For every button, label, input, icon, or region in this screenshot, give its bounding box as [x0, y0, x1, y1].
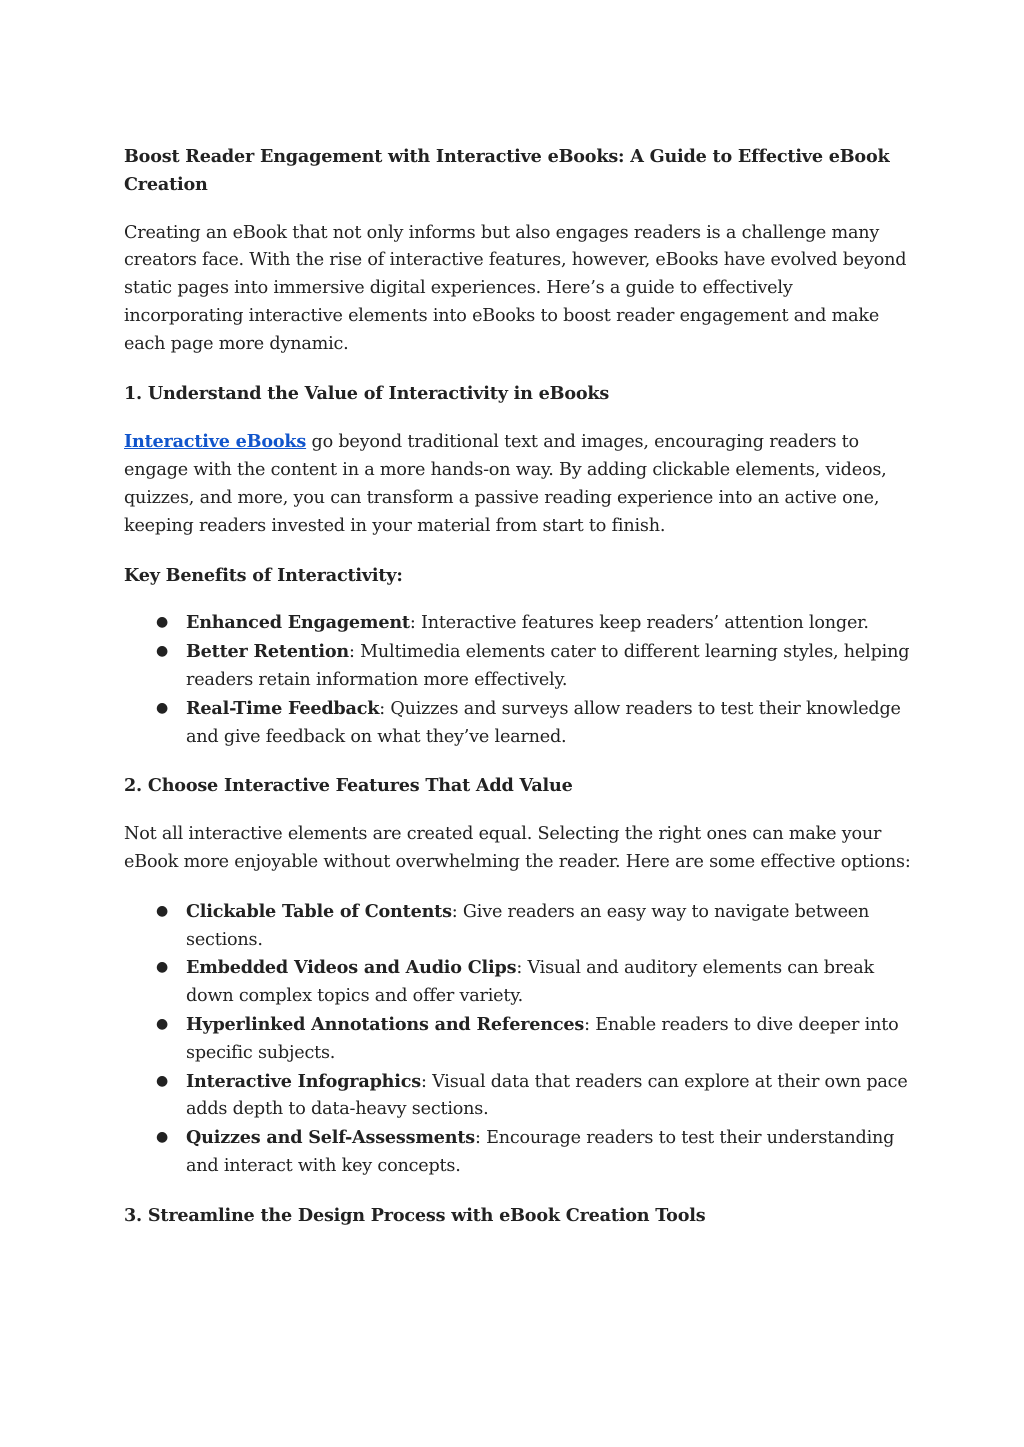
list-item-term: Clickable Table of Contents	[186, 900, 452, 922]
bullet-icon: ●	[156, 959, 169, 976]
list-item	[124, 954, 914, 1011]
intro-paragraph: Creating an eBook that not only informs but also engages readers is a challenge many creators face. With the rise of interactive features, however, eBooks have evolved beyond static pages into immersive digital experiences. Here’s a guide to effectively incorporating interactive elements into eBooks to boost reader engagement and make each page more dynamic.	[124, 222, 907, 354]
list-item-term: Enhanced Engagement	[186, 612, 410, 634]
list-item	[124, 695, 914, 752]
list-item-term: Interactive Infographics	[186, 1070, 421, 1092]
list-item-desc: : Enable readers to dive deeper into specific subjects.	[186, 1014, 899, 1063]
key-benefits-subheading: Key Benefits of Interactivity:	[124, 564, 403, 586]
benefits-list	[124, 609, 914, 751]
list-item	[124, 1068, 914, 1125]
list-item-term: Quizzes and Self-Assessments	[186, 1127, 475, 1149]
list-item	[124, 609, 914, 638]
list-item-desc: : Visual data that readers can explore at their own pace adds depth to data-heavy sections.	[186, 1071, 908, 1120]
document-page	[124, 143, 914, 1251]
bullet-icon: ●	[156, 1015, 169, 1032]
list-item-term: Real-Time Feedback	[186, 697, 380, 719]
list-item	[124, 1011, 914, 1068]
list-item-desc: : Give readers an easy way to navigate between sections.	[186, 901, 870, 950]
list-item-desc: : Interactive features keep readers’ attention longer.	[409, 613, 869, 634]
bullet-icon: ●	[156, 699, 169, 716]
list-item-desc: : Encourage readers to test their understanding and interact with key concepts.	[186, 1128, 895, 1176]
list-item-term: Hyperlinked Annotations and References	[186, 1013, 585, 1035]
list-item	[124, 1124, 914, 1181]
list-item	[124, 898, 914, 955]
list-item-term: Better Retention	[186, 641, 349, 663]
interactive-ebooks-link[interactable]: Interactive eBooks	[124, 431, 307, 453]
list-item-term: Embedded Videos and Audio Clips	[186, 957, 517, 979]
list-item-desc: : Quizzes and surveys allow readers to test their knowledge and give feedback on what they’ve learned.	[186, 698, 901, 747]
section-1-paragraph-text: go beyond traditional text and images, encouraging readers to engage with the content in a more hands-on way. By adding clickable elements, videos, quizzes, and more, you can transform a passive reading experience into an active one, keeping readers invested in your material from start to finish.	[124, 432, 887, 536]
bullet-icon: ●	[156, 643, 169, 660]
features-list	[124, 898, 914, 1181]
bullet-icon: ●	[156, 614, 169, 631]
section-3-heading: 3. Streamline the Design Process with eBook Creation Tools	[124, 1204, 706, 1226]
list-item-desc: : Multimedia elements cater to different learning styles, helping readers retain information more effectively.	[186, 642, 910, 690]
section-1-heading: 1. Understand the Value of Interactivity in eBooks	[124, 382, 610, 404]
bullet-icon: ●	[156, 1072, 169, 1089]
bullet-icon: ●	[156, 1129, 169, 1146]
document-title: Boost Reader Engagement with Interactive eBooks: A Guide to Effective eBook Creation	[124, 146, 890, 195]
section-2-heading: 2. Choose Interactive Features That Add Value	[124, 775, 573, 797]
section-2-paragraph: Not all interactive elements are created equal. Selecting the right ones can make your eBook more enjoyable without overwhelming the reader. Here are some effective options:	[124, 824, 911, 872]
section-1-paragraph	[124, 428, 914, 540]
list-item-desc: : Visual and auditory elements can break down complex topics and offer variety.	[186, 958, 874, 1007]
bullet-icon: ●	[156, 902, 169, 919]
list-item	[124, 638, 914, 695]
